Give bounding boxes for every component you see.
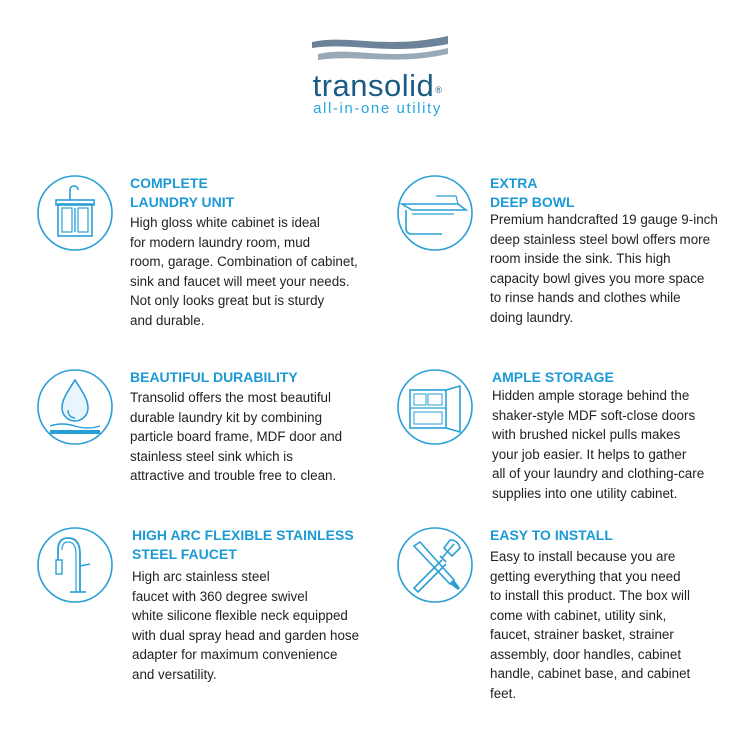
faucet-icon [36, 526, 114, 604]
brand-logo [0, 0, 755, 130]
feature-title: BEAUTIFUL DURABILITY [130, 369, 298, 385]
deep-bowl-icon [396, 174, 474, 252]
feature-description: High gloss white cabinet is ideal for modern laundry room, mud room, garage. Combination of cabinet, sink and faucet will meet your needs. Not only looks great but is sturdy and durable. [130, 215, 358, 328]
feature-description: Transolid offers the most beautiful durable laundry kit by combining particle board frame, MDF door and stainless steel sink which is attractive and trouble free to clean. [130, 390, 343, 483]
water-drop-icon [36, 368, 114, 446]
feature-description: Easy to install because you are getting everything that you need to install this product. The box will come with cabinet, utility sink, faucet, strainer basket, strainer assembly, door handles, cabinet handle, cabinet base, and cabinet feet. [490, 549, 691, 701]
feature-description: Premium handcrafted 19 gauge 9-inch deep stainless steel bowl offers more room inside the sink. This high capacity bowl gives you more space to rinse hands and clothes while doing laundry. [490, 212, 718, 325]
brand-name: transolid® [312, 68, 443, 103]
swoosh-logo-icon [308, 32, 453, 72]
feature-title: HIGH ARC FLEXIBLE STAINLESS STEEL FAUCET [132, 527, 354, 562]
tools-icon [396, 526, 474, 604]
laundry-unit-icon [36, 174, 114, 252]
cabinet-storage-icon [396, 368, 474, 446]
feature-title: EXTRA DEEP BOWL [490, 175, 575, 210]
feature-title: AMPLE STORAGE [492, 369, 614, 385]
brand-tagline: all-in-one utility [313, 100, 442, 117]
feature-description: High arc stainless steel faucet with 360 degree swivel white silicone flexible neck equipped with dual spray head and garden hose adapter for maximum convenience and versatility. [132, 569, 360, 682]
feature-title: EASY TO INSTALL [490, 527, 613, 543]
feature-title: COMPLETE LAUNDRY UNIT [130, 175, 235, 210]
feature-description: Hidden ample storage behind the shaker-style MDF soft-close doors with brushed nickel pulls makes your job easier. It helps to gather all of your laundry and clothing-care supplies into one utility cabinet. [492, 388, 705, 501]
